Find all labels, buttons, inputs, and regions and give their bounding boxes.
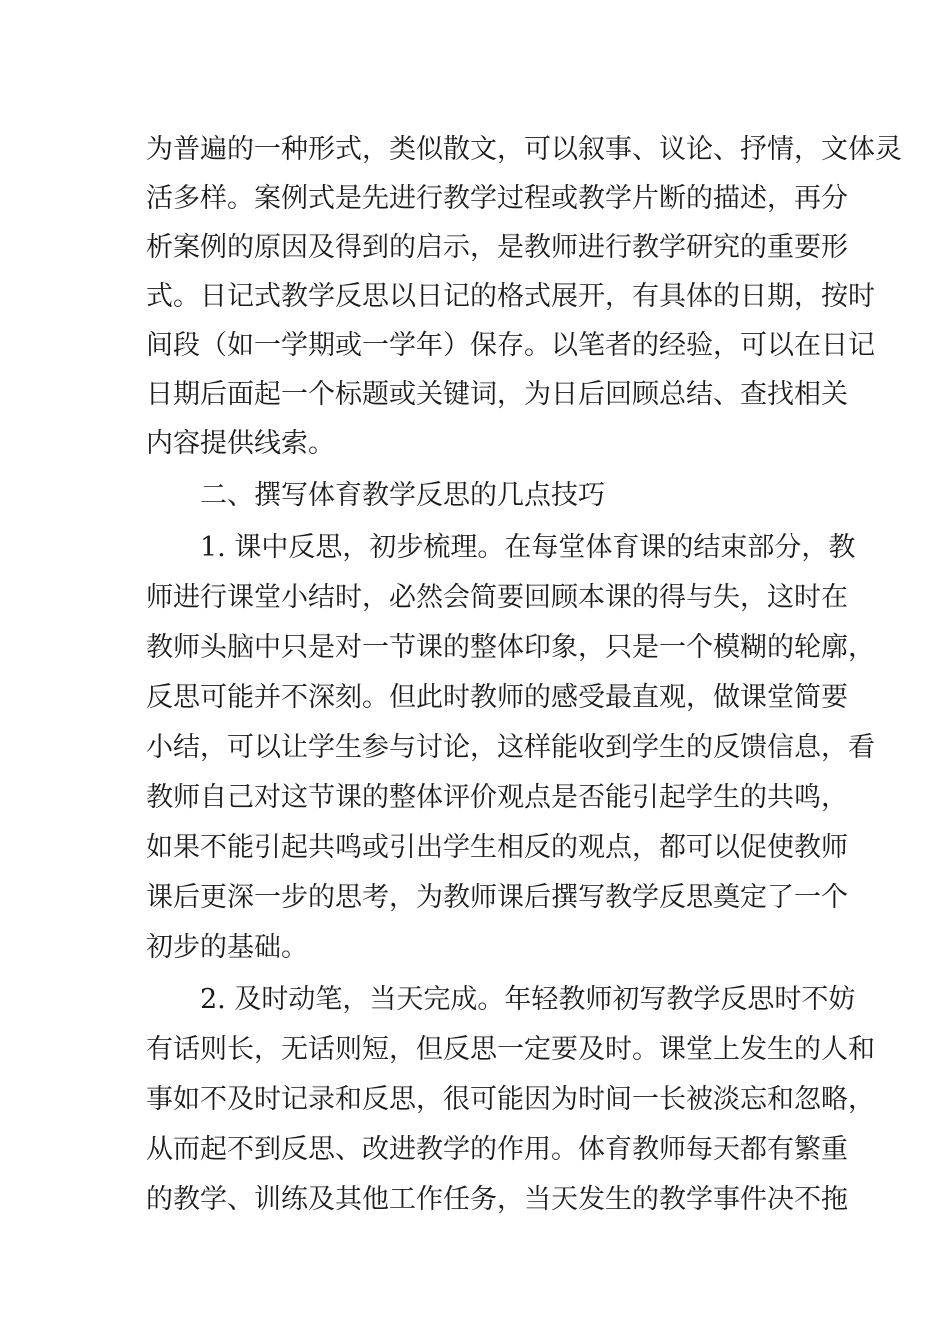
text-line: 如果不能引起共鸣或引出学生相反的观点，都可以促使教师	[146, 832, 848, 863]
text-line: 从而起不到反思、改进教学的作用。体育教师每天都有繁重	[146, 1134, 848, 1165]
text-line: 式。日记式教学反思以日记的格式展开，有具体的日期，按时	[146, 281, 875, 312]
text-line: 为普遍的一种形式，类似散文，可以叙事、议论、抒情，文体灵	[146, 134, 902, 165]
text-line: 初步的基础。	[146, 932, 308, 963]
text-line: 事如不及时记录和反思，很可能因为时间一长被淡忘和忽略，	[146, 1084, 875, 1115]
text-line: 析案例的原因及得到的启示，是教师进行教学研究的重要形	[146, 232, 848, 263]
text-line: 间段（如一学期或一学年）保存。以笔者的经验，可以在日记	[146, 330, 875, 361]
paragraph-start-line: 1. 课中反思，初步梳理。在每堂体育课的结束部分，教	[200, 532, 856, 563]
text-line: 有话则长，无话则短，但反思一定要及时。课堂上发生的人和	[146, 1034, 875, 1065]
text-line: 活多样。案例式是先进行教学过程或教学片断的描述，再分	[146, 183, 848, 214]
text-line: 师进行课堂小结时，必然会简要回顾本课的得与失，这时在	[146, 582, 848, 613]
section-heading: 二、撰写体育教学反思的几点技巧	[200, 480, 605, 511]
text-line: 小结，可以让学生参与讨论，这样能收到学生的反馈信息，看	[146, 732, 875, 763]
text-line: 教师自己对这节课的整体评价观点是否能引起学生的共鸣，	[146, 782, 848, 813]
text-line: 课后更深一步的思考，为教师课后撰写教学反思奠定了一个	[146, 882, 848, 913]
text-line: 反思可能并不深刻。但此时教师的感受最直观，做课堂简要	[146, 682, 848, 713]
text-line: 日期后面起一个标题或关键词，为日后回顾总结、查找相关	[146, 379, 848, 410]
text-line: 的教学、训练及其他工作任务，当天发生的教学事件决不拖	[146, 1184, 848, 1215]
paragraph-start-line: 2. 及时动笔，当天完成。年轻教师初写教学反思时不妨	[200, 984, 856, 1015]
text-line: 教师头脑中只是对一节课的整体印象，只是一个模糊的轮廓，	[146, 632, 875, 663]
text-line: 内容提供线索。	[146, 428, 335, 459]
